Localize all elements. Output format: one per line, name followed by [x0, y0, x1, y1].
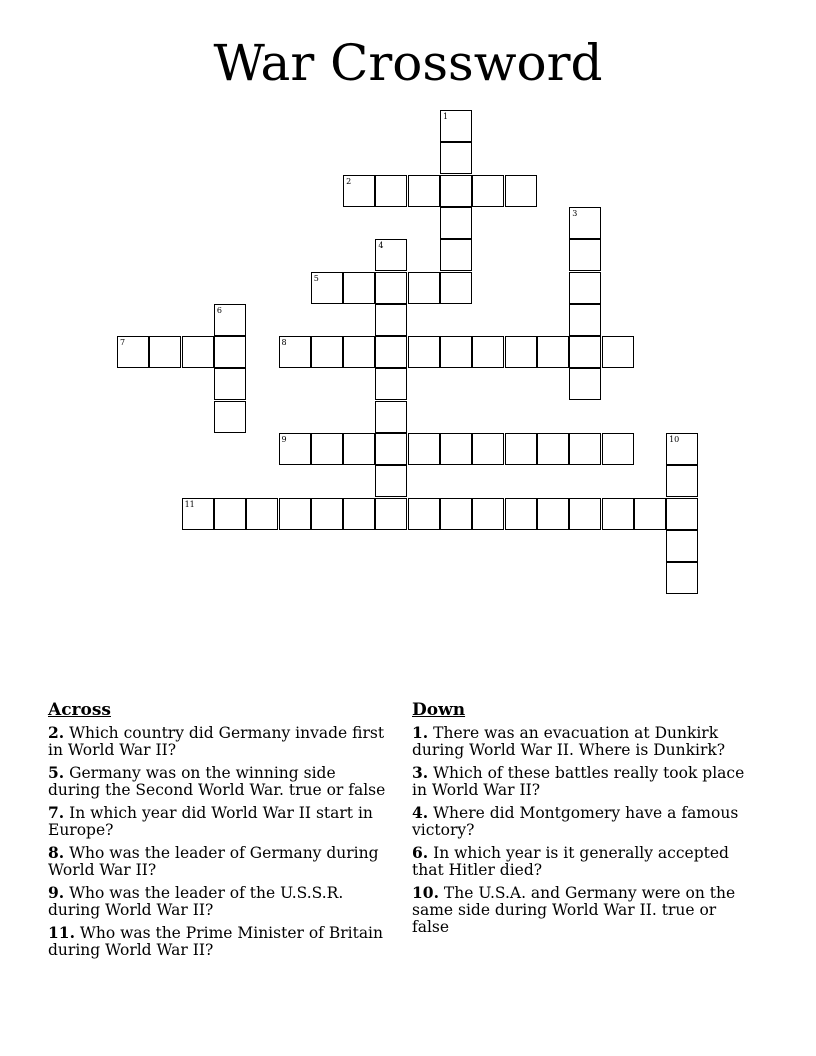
clue-text: In which year is it generally accepted that Hitler died?: [412, 844, 729, 879]
clue-down-4: [412, 804, 752, 839]
clue-number: 10.: [412, 883, 439, 902]
clue-down-3: [412, 764, 752, 799]
grid-cell[interactable]: [375, 272, 407, 304]
grid-cell[interactable]: [311, 498, 343, 530]
cell-number: 3: [572, 208, 578, 218]
grid-cell[interactable]: [472, 433, 504, 465]
grid-cell[interactable]: [666, 433, 698, 465]
grid-cell[interactable]: [440, 239, 472, 271]
across-clues: [48, 700, 388, 964]
grid-cell[interactable]: [505, 433, 537, 465]
cell-number: 10: [669, 435, 680, 444]
clue-number: 3.: [412, 763, 429, 782]
cell-number: 11: [184, 499, 195, 509]
clue-number: 9.: [48, 883, 65, 902]
grid-cell[interactable]: [569, 272, 601, 304]
grid-cell[interactable]: [343, 433, 375, 465]
grid-cell[interactable]: [343, 336, 375, 368]
clue-text: Who was the leader of Germany during World War II?: [48, 844, 379, 879]
grid-cell[interactable]: [375, 239, 407, 271]
clue-number: 11.: [48, 923, 75, 942]
grid-cell[interactable]: [666, 562, 698, 594]
clue-number: 5.: [48, 763, 65, 782]
clue-across-8: [48, 844, 388, 879]
grid-cell[interactable]: [505, 336, 537, 368]
down-clues: [412, 700, 752, 941]
clue-across-11: [48, 924, 388, 959]
grid-cell[interactable]: [569, 368, 601, 400]
grid-cell[interactable]: [214, 498, 246, 530]
grid-cell[interactable]: [569, 239, 601, 271]
clue-down-6: [412, 844, 752, 879]
grid-cell[interactable]: [311, 433, 343, 465]
clue-number: 7.: [48, 803, 65, 822]
grid-cell[interactable]: [408, 272, 440, 304]
cell-number: 6: [216, 305, 222, 315]
cell-number: 4: [378, 241, 384, 251]
grid-cell[interactable]: [569, 336, 601, 368]
clue-text: Who was the Prime Minister of Britain during World War II?: [48, 924, 383, 959]
grid-cell[interactable]: [279, 433, 311, 465]
grid-cell[interactable]: [602, 498, 634, 530]
clue-across-9: [48, 884, 388, 919]
clue-down-10: [412, 884, 752, 936]
grid-cell[interactable]: [117, 336, 149, 368]
grid-cell[interactable]: [375, 401, 407, 433]
grid-cell[interactable]: [375, 368, 407, 400]
cell-number: 5: [313, 273, 319, 283]
grid-cell[interactable]: [408, 433, 440, 465]
clue-across-2: [48, 724, 388, 759]
grid-cell[interactable]: [375, 304, 407, 336]
grid-cell[interactable]: [279, 498, 311, 530]
across-heading: Across: [48, 700, 111, 720]
grid-cell[interactable]: [472, 336, 504, 368]
clue-number: 2.: [48, 723, 65, 742]
grid-cell[interactable]: [246, 498, 278, 530]
clue-text: Which of these battles really took place in World War II?: [412, 764, 745, 799]
clue-text: Who was the leader of the U.S.S.R. during World War II?: [48, 884, 344, 919]
grid-cell[interactable]: [440, 272, 472, 304]
clue-text: Which country did Germany invade first in World War II?: [48, 724, 385, 759]
grid-cell[interactable]: [214, 401, 246, 433]
grid-cell[interactable]: [149, 336, 181, 368]
grid-cell[interactable]: [602, 336, 634, 368]
down-heading: Down: [412, 700, 466, 720]
grid-cell[interactable]: [408, 498, 440, 530]
grid-cell[interactable]: [375, 433, 407, 465]
grid-cell[interactable]: [343, 498, 375, 530]
grid-cell[interactable]: [214, 304, 246, 336]
grid-cell[interactable]: [440, 498, 472, 530]
page-title: War Crossword: [213, 34, 603, 92]
grid-cell[interactable]: [602, 433, 634, 465]
grid-cell[interactable]: [569, 304, 601, 336]
grid-cell[interactable]: [214, 368, 246, 400]
clue-number: 8.: [48, 843, 65, 862]
grid-cell[interactable]: [634, 498, 666, 530]
cell-number: 1: [443, 112, 449, 121]
grid-cell[interactable]: [537, 498, 569, 530]
clue-text: There was an evacuation at Dunkirk during World War II. Where is Dunkirk?: [412, 724, 726, 759]
clue-text: In which year did World War II start in Europe?: [48, 804, 373, 839]
grid-cell[interactable]: [569, 498, 601, 530]
clue-across-5: [48, 764, 388, 799]
clue-text: Germany was on the winning side during the Second World War. true or false: [48, 764, 386, 799]
grid-cell[interactable]: [440, 175, 472, 207]
cell-number: 7: [120, 338, 126, 348]
grid-cell[interactable]: [537, 336, 569, 368]
grid-cell[interactable]: [311, 272, 343, 304]
grid-cell[interactable]: [472, 175, 504, 207]
grid-cell[interactable]: [182, 498, 214, 530]
clue-number: 4.: [412, 803, 429, 822]
grid-cell[interactable]: [569, 207, 601, 239]
grid-cell[interactable]: [375, 175, 407, 207]
grid-cell[interactable]: [537, 433, 569, 465]
grid-cell[interactable]: [375, 498, 407, 530]
cell-number: 8: [281, 338, 287, 348]
clue-text: The U.S.A. and Germany were on the same side during World War II. true or false: [412, 884, 736, 936]
clue-number: 1.: [412, 723, 429, 742]
clue-text: Where did Montgomery have a famous victory?: [412, 804, 739, 839]
grid-cell[interactable]: [569, 433, 601, 465]
grid-cell[interactable]: [214, 336, 246, 368]
grid-cell[interactable]: [440, 433, 472, 465]
grid-cell[interactable]: [666, 465, 698, 497]
grid-cell[interactable]: [408, 175, 440, 207]
clue-down-1: [412, 724, 752, 759]
grid-cell[interactable]: [505, 175, 537, 207]
grid-cell[interactable]: [666, 530, 698, 562]
grid-cell[interactable]: [472, 498, 504, 530]
grid-cell[interactable]: [440, 207, 472, 239]
grid-cell[interactable]: [343, 175, 375, 207]
grid-cell[interactable]: [375, 336, 407, 368]
cell-number: 9: [281, 435, 287, 444]
grid-cell[interactable]: [182, 336, 214, 368]
clue-number: 6.: [412, 843, 429, 862]
grid-cell[interactable]: [440, 336, 472, 368]
cell-number: 2: [346, 176, 352, 186]
grid-cell[interactable]: [408, 336, 440, 368]
grid-cell[interactable]: [440, 142, 472, 174]
grid-cell[interactable]: [343, 272, 375, 304]
grid-cell[interactable]: [279, 336, 311, 368]
grid-cell[interactable]: [666, 498, 698, 530]
grid-cell[interactable]: [375, 465, 407, 497]
grid-cell[interactable]: [505, 498, 537, 530]
clue-across-7: [48, 804, 388, 839]
grid-cell[interactable]: [440, 110, 472, 142]
grid-cell[interactable]: [311, 336, 343, 368]
